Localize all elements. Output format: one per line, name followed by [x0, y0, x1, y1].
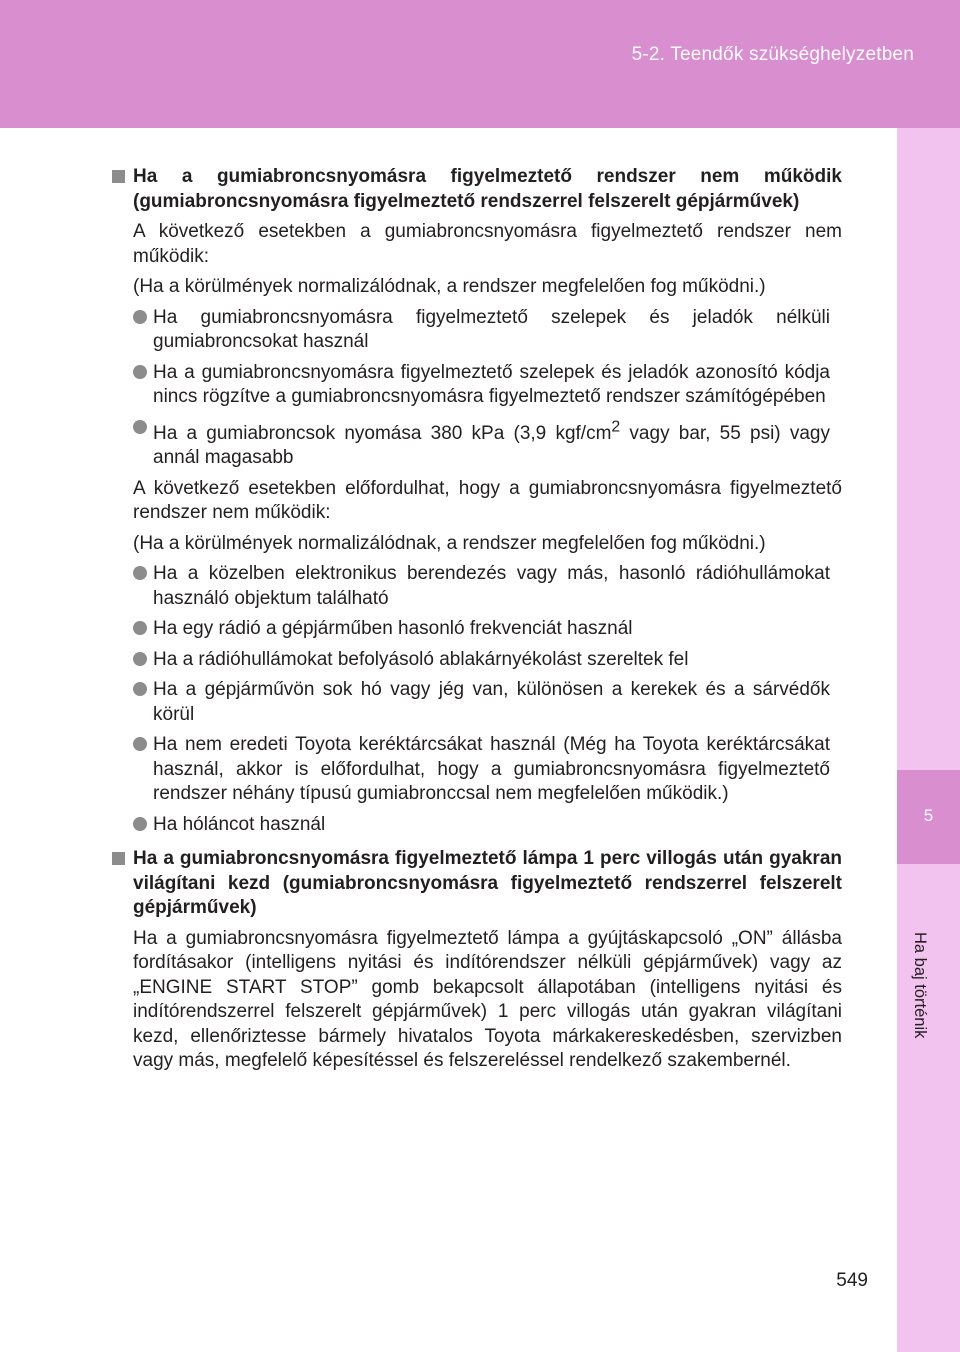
page-content: [112, 165, 842, 1080]
round-bullet-icon: [133, 621, 147, 635]
chapter-number: 5: [923, 806, 934, 825]
section-heading-2: [112, 847, 842, 921]
list-item-text: Ha a közelben elektronikus berendezés vagy más, hasonló rádióhullámokat használó objektum található: [153, 563, 830, 609]
round-bullet-icon: [133, 652, 147, 666]
paragraph: Ha a gumiabroncsnyomásra figyelmeztető lámpa a gyújtáskapcsoló „ON” állásba fordításakor (intelligens nyitási és indítórendszer nélküli gépjárművek) vagy az „ENGINE START STOP” gomb bekapcsolt állapotában (intelligens nyitási és indítórendszerrel felszerelt gépjárművek) 1 perc villogás után gyakran világítani kezd, ellenőriztesse bármely hivatalos Toyota márkakereskedésben, szervizben vagy más, megfelelő képesítéssel és felszereléssel rendelkező szakembernél.: [133, 927, 842, 1072]
list-item: [112, 361, 842, 410]
list-item-text: Ha a rádióhullámokat befolyásoló ablakárnyékolást szereltek fel: [153, 648, 689, 670]
round-bullet-icon: [133, 817, 147, 831]
section-header-title: 5-2. Teendők szükséghelyzetben: [631, 44, 914, 65]
round-bullet-icon: [133, 737, 147, 751]
list-item-text: Ha a gépjárművön sok hó vagy jég van, különösen a kerekek és a sárvédők körül: [153, 679, 830, 725]
list-item-text: Ha hóláncot használ: [153, 813, 326, 835]
side-tab: [897, 128, 960, 1352]
list-item: [112, 416, 842, 471]
paragraph-note: (Ha a körülmények normalizálódnak, a rendszer megfelelően fog működni.): [133, 532, 766, 554]
paragraph-note: (Ha a körülmények normalizálódnak, a rendszer megfelelően fog működni.): [133, 276, 766, 297]
list-item: [112, 733, 842, 807]
list-item: [112, 678, 842, 727]
square-bullet-icon: [112, 170, 125, 183]
square-bullet-icon: [112, 852, 125, 865]
list-item: [112, 813, 842, 838]
round-bullet-icon: [133, 420, 147, 434]
round-bullet-icon: [133, 682, 147, 696]
list-item-text: Ha egy rádió a gépjárműben hasonló frekvenciát használ: [153, 618, 633, 640]
pressure-text-after: vagy bar, 55 psi) vagy annál magasabb: [153, 422, 830, 469]
list-item: [112, 562, 842, 611]
round-bullet-icon: [133, 310, 147, 324]
list-item-text: Ha gumiabroncsnyomásra figyelmeztető szelepek és jeladók nélküli gumiabroncsokat használ: [153, 306, 830, 352]
list-item-text: Ha a gumiabroncsnyomásra figyelmeztető szelepek és jeladók azonosító kódja nincs rögzítve a gumiabroncsnyomásra figyelmeztető rendszer számítógépében: [153, 361, 830, 407]
list-item: [112, 617, 842, 642]
section-heading-1: [112, 165, 842, 214]
list-item: [112, 648, 842, 673]
chapter-label: Ha baj történik: [911, 932, 929, 1039]
list-item-text: [153, 418, 830, 469]
pressure-text-before: Ha a gumiabroncsok nyomása 380 kPa (3,9 kgf/cm: [153, 422, 612, 444]
paragraph: A következő esetekben a gumiabroncsnyomásra figyelmeztető rendszer nem működik:: [133, 221, 842, 267]
page-number: 549: [836, 1270, 868, 1291]
round-bullet-icon: [133, 365, 147, 379]
paragraph: A következő esetekben előfordulhat, hogy a gumiabroncsnyomásra figyelmeztető rendszer nem működik:: [133, 477, 842, 524]
superscript: 2: [611, 418, 621, 436]
section-heading-text: Ha a gumiabroncsnyomásra figyelmeztető rendszer nem működik (gumiabroncsnyomásra figyelmeztető rendszerrel felszerelt gépjárművek): [133, 166, 842, 212]
round-bullet-icon: [133, 566, 147, 580]
list-item-text: Ha nem eredeti Toyota keréktárcsákat használ (Még ha Toyota keréktárcsákat használ, akkor is előfordulhat, hogy a gumiabroncsnyomásra figyelmeztető rendszer néhány típusú gumiabronccsal nem megfelelően működik.): [153, 734, 830, 805]
list-item: [112, 306, 842, 355]
section-heading-text: Ha a gumiabroncsnyomásra figyelmeztető lámpa 1 perc villogás után gyakran világítani kezd (gumiabroncsnyomásra figyelmeztető rendszerrel felszerelt gépjárművek): [133, 848, 842, 919]
